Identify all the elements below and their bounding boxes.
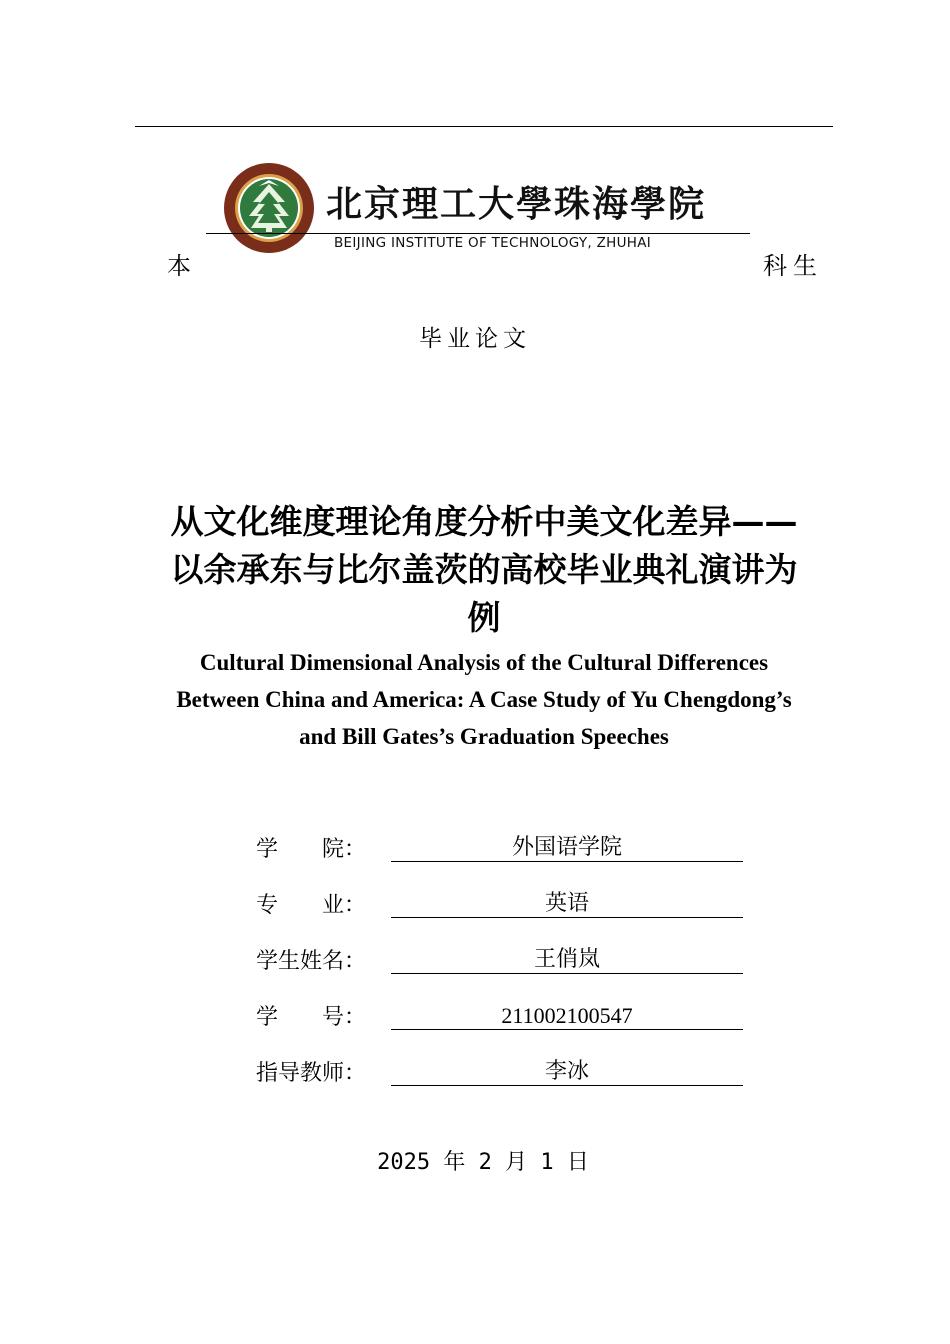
degree-label-right: 科生	[763, 252, 823, 280]
student-name-value: 王俏岚	[391, 940, 743, 974]
thesis-title-cn	[140, 498, 828, 642]
student-id-value: 211002100547	[391, 996, 743, 1030]
top-rule	[135, 126, 833, 127]
degree-label-left: 本	[167, 252, 191, 280]
info-row-student-id	[256, 996, 756, 1052]
university-name-en: BEIJING INSTITUTE OF TECHNOLOGY, ZHUHAI	[334, 235, 652, 251]
info-row-major	[256, 884, 756, 940]
thesis-type: 毕业论文	[419, 326, 531, 352]
major-value: 英语	[391, 884, 743, 918]
info-row-advisor	[256, 1052, 756, 1108]
university-name-cn: 北京理工大學珠海學院	[326, 184, 707, 225]
student-id-label: 学 号：	[256, 1005, 367, 1030]
university-seal-icon	[223, 162, 315, 254]
student-info	[256, 828, 756, 1108]
advisor-value: 李冰	[391, 1052, 743, 1086]
title-en-line: Between China and America: A Case Study of Yu Chengdong’s	[176, 687, 792, 712]
submission-date: 2025 年 2 月 1 日	[377, 1150, 589, 1175]
logo-divider	[206, 233, 750, 234]
title-cn-line: 例	[467, 598, 501, 637]
title-en-line: Cultural Dimensional Analysis of the Cultural Differences	[199, 650, 769, 675]
advisor-label: 指导教师：	[256, 1061, 367, 1086]
student-name-label: 学生姓名：	[256, 949, 367, 974]
thesis-title-en	[130, 644, 838, 755]
title-cn-line: 从文化维度理论角度分析中美文化差异——	[170, 502, 798, 541]
title-en-line: and Bill Gates’s Graduation Speeches	[299, 724, 669, 749]
university-logo	[206, 158, 750, 258]
title-cn-line: 以余承东与比尔盖茨的高校毕业典礼演讲为	[170, 550, 798, 589]
major-label: 专 业：	[256, 893, 367, 918]
college-label: 学 院：	[256, 837, 367, 862]
college-value: 外国语学院	[391, 828, 743, 862]
info-row-student-name	[256, 940, 756, 996]
info-row-college	[256, 828, 756, 884]
